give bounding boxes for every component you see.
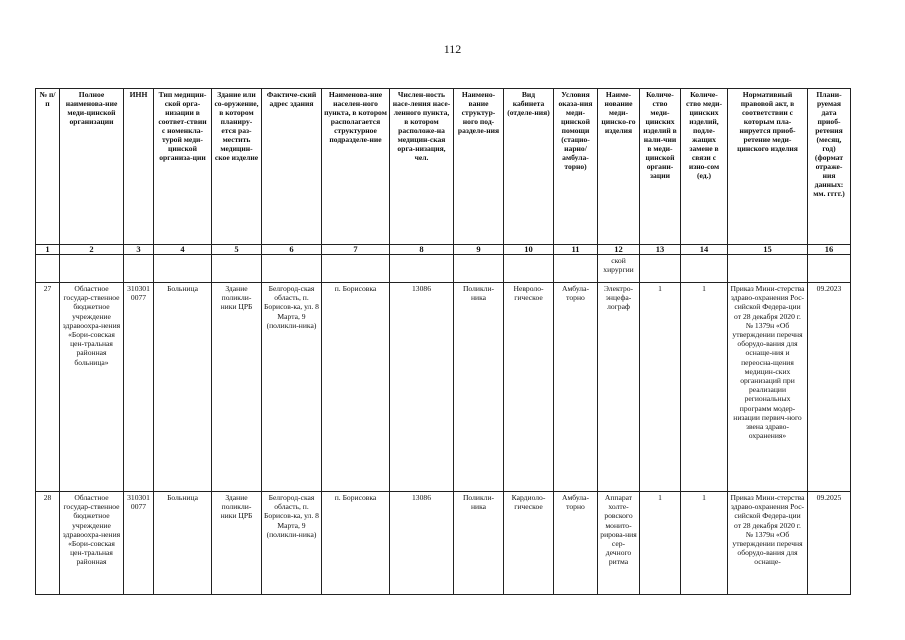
column-number: 3 xyxy=(124,245,154,255)
header-cell: № п/п xyxy=(36,89,60,245)
page-number: 112 xyxy=(443,42,462,56)
column-number: 7 xyxy=(322,245,390,255)
care-conditions: Амбула-торно xyxy=(554,492,598,595)
building: Здание поликли-ники ЦРБ xyxy=(212,492,262,595)
cabinet-type: Кардиоло-гическое xyxy=(504,492,554,595)
inn-value: 3103010077 xyxy=(124,492,154,595)
planned-date: 09.2025 xyxy=(808,492,851,595)
column-number: 4 xyxy=(154,245,212,255)
row-number: 28 xyxy=(36,492,60,595)
header-cell: Вид кабинета (отделе-ния) xyxy=(504,89,554,245)
device-name: Электро-энцефа-лограф xyxy=(598,283,640,492)
column-number: 6 xyxy=(262,245,322,255)
header-cell: Условия оказа-ния меди-цинской помощи (стацио-нарно/ амбула-торно) xyxy=(554,89,598,245)
header-cell: Числен-ность насе-ления насе-ленного пункта, в котором расположе-на медицин-ская орга-низация, чел. xyxy=(390,89,454,245)
locality: п. Борисовка xyxy=(322,283,390,492)
quantity-to-replace: 1 xyxy=(681,283,728,492)
continuation-row xyxy=(36,255,851,283)
header-cell: Количе-ство меди-цинских изделий в нали-чии в меди-цинской органи-зации xyxy=(640,89,681,245)
page-bottom-edge xyxy=(0,630,905,640)
care-conditions: Амбула-торно xyxy=(554,283,598,492)
legal-act: Приказ Мини-стерства здраво-охранения Рос-сийской Федера-ции от 28 декабря 2020 г. № 1379н «Об утверждении перечня оборудо-вания для оснаще- xyxy=(728,492,808,595)
column-number: 9 xyxy=(454,245,504,255)
header-cell: Полное наименова-ние меди-цинской организации xyxy=(60,89,124,245)
header-cell: Плани-руемая дата приоб-ретения (месяц, год) (формат отраже-ния данных: мм. гггг.) xyxy=(808,89,851,245)
device-name: Аппарат холте-ровского монито-рирова-ния сер-дечного ритма xyxy=(598,492,640,595)
medical-equipment-table xyxy=(35,88,851,595)
organization-name: Областное государ-ственное бюджетное учреждение здравоохра-нения «Бори-совская цен-тральная районная xyxy=(60,492,124,595)
inn-value: 3103010077 xyxy=(124,283,154,492)
header-cell: Здание или со-оружение, в котором планиру-ется раз-местить медицин-ское изделие xyxy=(212,89,262,245)
population: 13086 xyxy=(390,283,454,492)
structural-unit: Поликли-ника xyxy=(454,492,504,595)
building: Здание поликли-ники ЦРБ xyxy=(212,283,262,492)
column-number: 10 xyxy=(504,245,554,255)
quantity-available: 1 xyxy=(640,283,681,492)
organization-name: Областное государ-ственное бюджетное учреждение здравоохра-нения «Бори-совская цен-тральная районная больница» xyxy=(60,283,124,492)
header-cell: Наиме-нование меди-цинско-го изделия xyxy=(598,89,640,245)
header-cell: Наимено-вание структур-ного под-разделе-ния xyxy=(454,89,504,245)
address: Белгород-ская область, п. Борисов-ка, ул. 8 Марта, 9 (поликли-ника) xyxy=(262,283,322,492)
column-number: 15 xyxy=(728,245,808,255)
column-number: 16 xyxy=(808,245,851,255)
quantity-available: 1 xyxy=(640,492,681,595)
header-cell: Наименова-ние населен-ного пункта, в котором располагается структурное подразделе-ние xyxy=(322,89,390,245)
column-number-row xyxy=(36,245,851,255)
quantity-to-replace: 1 xyxy=(681,492,728,595)
address: Белгород-ская область, п. Борисов-ка, ул. 8 Марта, 9 (поликли-ника) xyxy=(262,492,322,595)
header-row xyxy=(36,89,851,245)
device-name-continuation: ской хирургии xyxy=(598,255,640,283)
legal-act: Приказ Мини-стерства здраво-охранения Рос-сийской Федера-ции от 28 декабря 2020 г. № 1379н «Об утверждении перечня оборудо-вания для оснаще-ния и переосна-щения медицин-ских организаций при реализации региональных программ модер-низации первич-ного звена здраво-охранения» xyxy=(728,283,808,492)
row-number: 27 xyxy=(36,283,60,492)
locality: п. Борисовка xyxy=(322,492,390,595)
column-number: 14 xyxy=(681,245,728,255)
column-number: 1 xyxy=(36,245,60,255)
planned-date: 09.2023 xyxy=(808,283,851,492)
structural-unit: Поликли-ника xyxy=(454,283,504,492)
column-number: 5 xyxy=(212,245,262,255)
organization-type: Больница xyxy=(154,283,212,492)
column-number: 12 xyxy=(598,245,640,255)
column-number: 8 xyxy=(390,245,454,255)
column-number: 11 xyxy=(554,245,598,255)
table-row xyxy=(36,492,851,595)
table-row xyxy=(36,283,851,492)
column-number: 2 xyxy=(60,245,124,255)
header-cell: Количе-ство меди-цинских изделий, подле-жащих замене в связи с изно-сом (ед.) xyxy=(681,89,728,245)
population: 13086 xyxy=(390,492,454,595)
header-cell: Нормативный правовой акт, в соответствии с которым пла-нируется приоб-ретение меди-цинского изделия xyxy=(728,89,808,245)
header-cell: Тип медицин-ской орга-низации в соответ-ствии с номенкла-турой меди-цинской организа-ции xyxy=(154,89,212,245)
header-cell: ИНН xyxy=(124,89,154,245)
column-number: 13 xyxy=(640,245,681,255)
organization-type: Больница xyxy=(154,492,212,595)
cabinet-type: Невроло-гическое xyxy=(504,283,554,492)
header-cell: Фактиче-ский адрес здания xyxy=(262,89,322,245)
